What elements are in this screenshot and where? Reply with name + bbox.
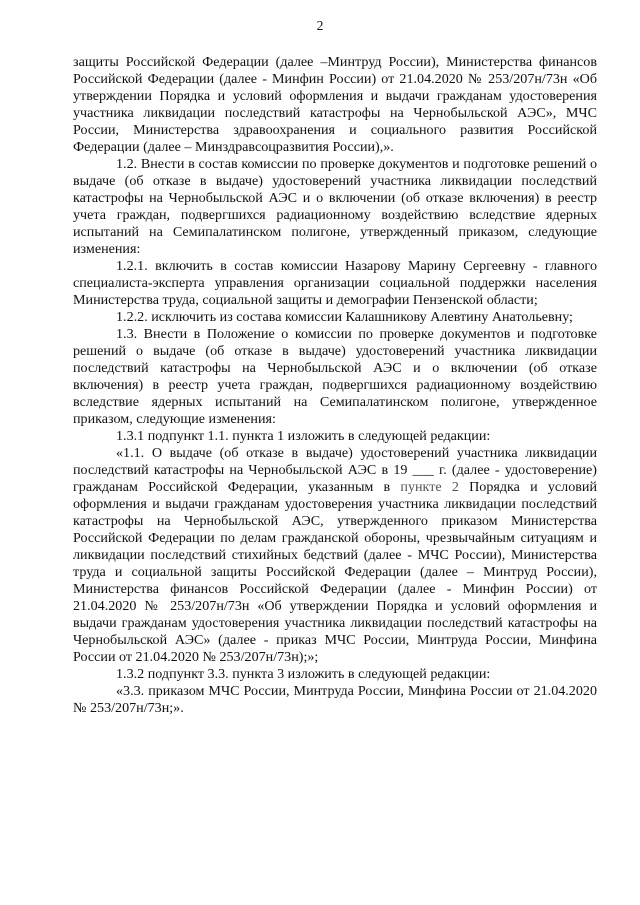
- paragraph-1-2-2: 1.2.2. исключить из состава комиссии Калашникову Алевтину Анатольевну;: [116, 309, 573, 325]
- paragraph-1-2: 1.2. Внести в состав комиссии по проверке документов и подготовке решений о выдаче (об отказе в выдаче) удостоверений участника ликвидации последствий катастрофы на Чернобыльской АЭС и о включении (об отказе включения) в реестр учета граждан, подвергшихся радиационному воздействию вследствие ядерных испытаний на Семипалатинском полигоне, утвержденный приказом, следующие изменения:: [73, 156, 597, 257]
- paragraph-quote-1-1: [73, 445, 597, 666]
- document-body: [73, 54, 597, 717]
- page-number: 2: [316, 18, 324, 33]
- paragraph-1-3-1: 1.3.1 подпункт 1.1. пункта 1 изложить в следующей редакции:: [116, 428, 491, 444]
- paragraph-1-2-1: 1.2.1. включить в состав комиссии Назарову Марину Сергеевну - главного специалиста-эксперта управления организации социальной поддержки населения Министерства труда, социальной защиты и демографии Пензенской области;: [73, 258, 597, 308]
- paragraph-1-3: 1.3. Внести в Положение о комиссии по проверке документов и подготовке решений о выдаче (об отказе в выдаче) удостоверений участника ликвидации последствий катастрофы на Чернобыльской АЭС и о включении (об отказе включения) в реестр учета граждан, подвергшихся радиационному воздействию вследствие ядерных испытаний на Семипалатинском полигоне, утвержденное приказом, следующие изменения:: [73, 326, 597, 427]
- quote-text-after: Порядка и условий оформления и выдачи гражданам удостоверения участника ликвидации последствий катастрофы на Чернобыльской АЭС, утвержденного приказом Министерства Российской Федерации по делам гражданской обороны, чрезвычайным ситуациям и ликвидации последствий стихийных бедствий (далее - МЧС России), Министерства труда и социальной защиты Российской Федерации (далее – Минтруд России), Министерства финансов Российской Федерации (далее - Минфин России) от 21.04.2020 № 253/207н/73н «Об утверждении Порядка и условий оформления и выдачи гражданам удостоверения участника ликвидации последствий катастрофы на Чернобыльской АЭС» (далее - приказ МЧС России, Минтруда России, Минфина России от 21.04.2020 № 253/207н/73н);»;: [73, 479, 597, 665]
- paragraph-quote-3-3: «3.3. приказом МЧС России, Минтруда России, Минфина России от 21.04.2020 № 253/207н/73н;».: [73, 683, 597, 716]
- paragraph-1-3-2: 1.3.2 подпункт 3.3. пункта 3 изложить в следующей редакции:: [116, 666, 491, 682]
- point-2-reference-link[interactable]: пункте 2: [400, 479, 459, 495]
- quote-text-before: «1.1. О выдаче (об отказе в выдаче) удостоверений участника ликвидации последствий катастрофы на Чернобыльской АЭС в 19 ___ г. (далее - удостоверение) гражданам Российской Федерации, указанным в: [73, 445, 597, 495]
- paragraph-continuation: защиты Российской Федерации (далее –Минтруд России), Министерства финансов Российской Федерации (далее - Минфин России) от 21.04.2020 № 253/207н/73н «Об утверждении Порядка и условий оформления и выдачи гражданам удостоверения участника ликвидации последствий катастрофы на Чернобыльской АЭС», МЧС России, Министерства здравоохранения и социального развития Российской Федерации (далее – Минздравсоцразвития России),».: [73, 54, 597, 155]
